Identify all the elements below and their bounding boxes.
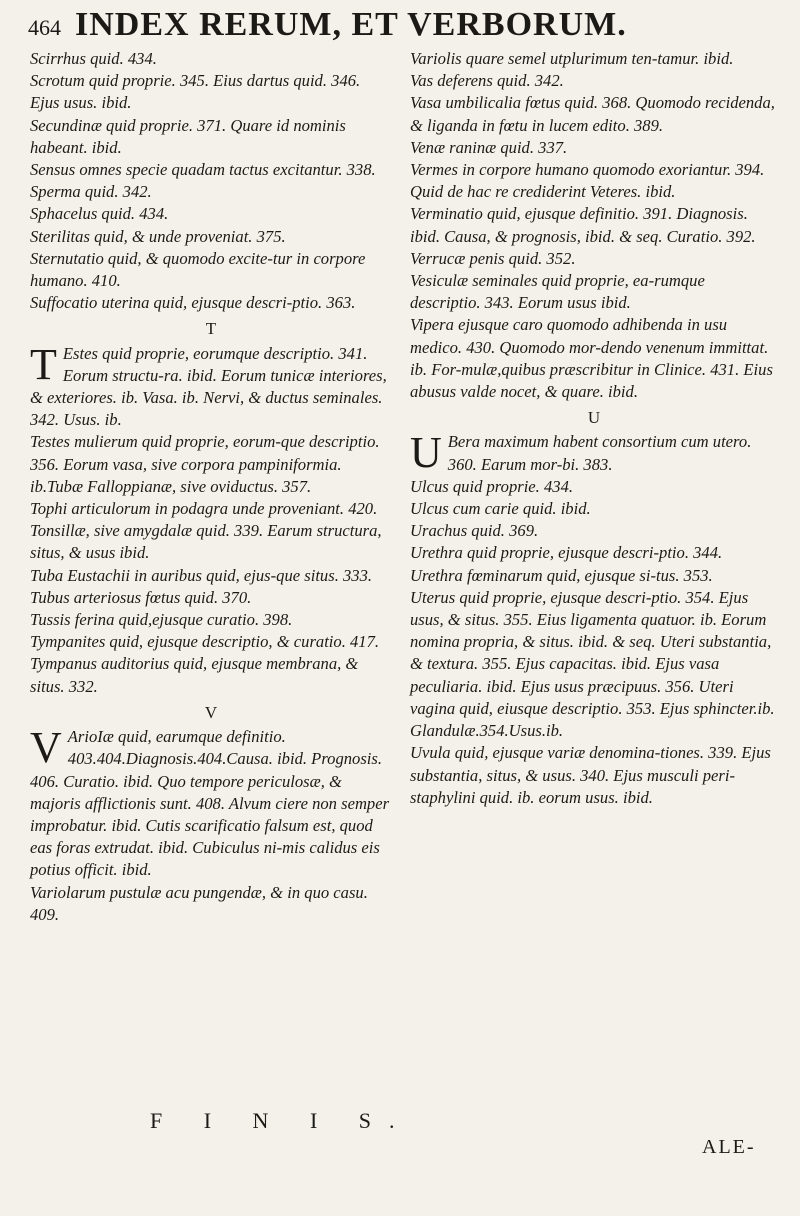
letter-heading-t: T	[205, 319, 217, 339]
entry-text: Estes quid proprie, eorumque descriptio. 341. Eorum structu-ra. ibid. Eorum tunicæ interiores, & exteriores. ib. Vasa. ib. Nervi, & ductus seminales. 342. Usus. ib.	[30, 343, 387, 430]
section-u	[410, 428, 778, 808]
index-entry: Vermes in corpore humano quomodo exoriantur. 394. Quid de hac re crediderint Veteres. ibid.	[410, 160, 765, 202]
letter-heading-u: U	[587, 408, 601, 428]
right-column	[410, 48, 778, 809]
index-entry	[30, 339, 392, 432]
section-t	[30, 339, 392, 698]
index-entry: Sphacelus quid. 434.	[30, 204, 169, 224]
index-entry: Verminatio quid, ejusque definitio. 391. Diagnosis. ibid. Causa, & prognosis, ibid. & seq. Curatio. 392.	[410, 204, 756, 246]
section-s	[30, 48, 392, 314]
index-entry: Ulcus quid proprie. 434.	[410, 476, 574, 496]
index-entry: Verrucæ penis quid. 352.	[410, 248, 576, 268]
page-header	[28, 6, 760, 48]
index-entry: Secundinæ quid proprie. 371. Quare id nominis habeant. ibid.	[30, 115, 346, 157]
finis-text: F I N I S.	[150, 1108, 413, 1133]
section-v	[30, 723, 392, 926]
index-entry: Tonsillæ, sive amygdalæ quid. 339. Earum structura, situs, & usus ibid.	[30, 521, 382, 563]
letter-heading-v: V	[204, 702, 218, 722]
index-entry: Tuba Eustachii in auribus quid, ejus-que situs. 333.	[30, 565, 373, 585]
drop-cap: T	[30, 339, 57, 389]
left-column	[30, 48, 392, 926]
index-entry: Tubus arteriosus fœtus quid. 370.	[30, 587, 252, 607]
index-entry: Uterus quid proprie, ejusque descri-ptio. 354. Ejus usus, & situs. 355. Eius ligamenta quatuor. ib. Eorum nomina propria, & situs. ibid. & seq. Uteri substantia, & textura. 355. Ejus capacitas. ibid. Ejus vasa peculiaria. ibid. Ejus usus præcipuus. 356. Uteri vagina quid, eiusque descriptio. 353. Ejus sphincter.ib. Glandulæ.354.Usus.ib.	[410, 587, 775, 741]
index-entry: Vasa umbilicalia fœtus quid. 368. Quomodo recidenda, & liganda in fœtu in lucem edito. 389.	[410, 93, 775, 135]
index-entry: Tophi articulorum in podagra unde proveniant. 420.	[30, 499, 378, 519]
section-v-continued	[410, 48, 778, 403]
index-entry: Sterilitas quid, & unde proveniat. 375.	[30, 226, 286, 246]
index-entry: Variolarum pustulæ acu pungendæ, & in quo casu. 409.	[30, 882, 368, 924]
index-entry: Scirrhus quid. 434.	[30, 49, 157, 68]
index-entry: Suffocatio uterina quid, ejusque descri-ptio. 363.	[30, 293, 356, 313]
index-entry: Vas deferens quid. 342.	[410, 71, 564, 91]
index-entry: Testes mulierum quid proprie, eorum-que descriptio. 356. Eorum vasa, sive corpora pampiniformia. ib.Tubæ Falloppianæ, sive oviductus. 357.	[30, 432, 380, 496]
index-entry: Sternutatio quid, & quomodo excite-tur in corpore humano. 410.	[30, 248, 366, 291]
running-title: INDEX RERUM, ET VERBORUM.	[75, 6, 627, 43]
index-entry: Variolis quare semel utplurimum ten-tamur. ibid.	[410, 49, 734, 68]
drop-cap: U	[410, 428, 442, 478]
entry-text: Bera maximum habent consortium cum utero. 360. Earum mor-bi. 383.	[447, 432, 752, 474]
index-entry: Sensus omnes specie quadam tactus excitantur. 338.	[30, 160, 376, 180]
catchword: ALE-	[702, 1136, 756, 1158]
index-entry: Urethra quid proprie, ejusque descri-ptio. 344.	[410, 543, 723, 563]
entry-text: ArioIæ quid, earumque definitio. 403.404.Diagnosis.404.Causa. ibid. Prognosis. 406. Curatio. ibid. Quo tempore periculosæ, & majoris afflictionis sunt. 408. Alvum ciere non semper improbatur. ibid. Cutis scarificatio falsum est, quod eas foras extrudat. ibid. Cubiculus ni-mis calidus eis potius officit. ibid.	[30, 727, 390, 880]
index-entry: Vipera ejusque caro quomodo adhibenda in usu medico. 430. Quomodo mor-dendo venenum immittat. ib. For-mulæ,quibus præscribitur in Clinice. 431. Eius abusus valde nocet, & quare. ibid.	[410, 315, 773, 402]
index-entry: Tympanites quid, ejusque descriptio, & curatio. 417.	[30, 632, 380, 652]
page-number: 464	[28, 15, 61, 40]
index-entry: Vesiculæ seminales quid proprie, ea-rumque descriptio. 343. Eorum usus ibid.	[410, 271, 705, 313]
index-entry: Urachus quid. 369.	[410, 521, 539, 541]
index-entry	[410, 428, 778, 478]
index-entry: Ulcus cum carie quid. ibid.	[410, 499, 591, 519]
index-entry: Sperma quid. 342.	[30, 182, 152, 202]
drop-cap: V	[30, 723, 62, 773]
index-entry: Tympanus auditorius quid, ejusque membrana, & situs. 332.	[30, 654, 359, 696]
index-entry: Venæ raninæ quid. 337.	[410, 137, 568, 157]
index-entry: Urethra fœminarum quid, ejusque si-tus. 353.	[410, 565, 713, 585]
index-entry: Uvula quid, ejusque variæ denomina-tiones. 339. Ejus substantia, situs, & usus. 340. Ejus musculi peri-staphylini quid. ib. eorum usus. ibid.	[410, 743, 771, 807]
index-entry: Scrotum quid proprie. 345. Eius dartus quid. 346. Ejus usus. ibid.	[30, 71, 361, 113]
index-entry	[30, 723, 392, 881]
index-entry: Tussis ferina quid,ejusque curatio. 398.	[30, 610, 293, 630]
